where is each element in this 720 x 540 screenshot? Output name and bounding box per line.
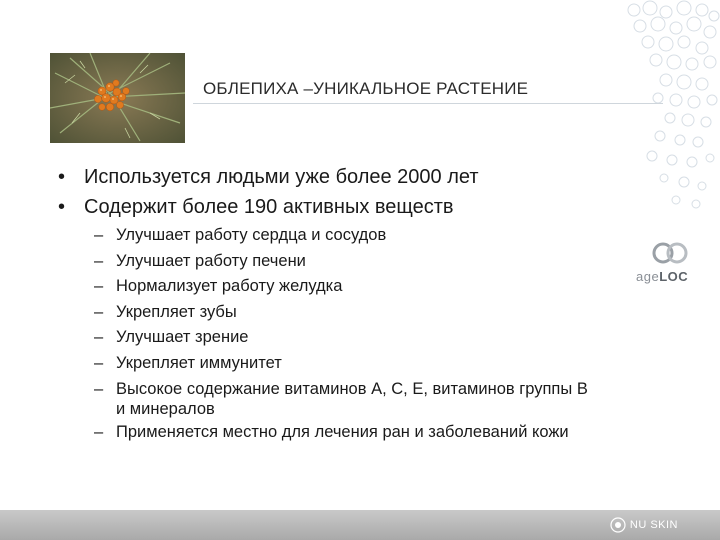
dash-mark: – bbox=[94, 353, 104, 372]
benefit-item bbox=[96, 351, 596, 377]
dash-mark: – bbox=[94, 302, 104, 321]
benefit-text: Улучшает работу сердца и сосудов bbox=[116, 226, 387, 244]
bullet-text: Содержит более 190 активных веществ bbox=[84, 196, 454, 218]
benefit-text: Улучшает работу печени bbox=[116, 251, 306, 270]
ageloc-prefix: age bbox=[636, 269, 660, 284]
benefit-text: Улучшает зрение bbox=[116, 328, 249, 346]
benefit-item bbox=[96, 223, 596, 249]
dash-mark: – bbox=[94, 277, 104, 295]
bullet-mark: • bbox=[58, 166, 66, 188]
footer-logo bbox=[610, 517, 678, 533]
benefit-list bbox=[96, 223, 596, 445]
dash-mark: – bbox=[94, 328, 104, 346]
decorative-bubbles bbox=[610, 0, 720, 220]
benefit-item bbox=[96, 325, 596, 351]
bullet-mark: • bbox=[58, 196, 66, 218]
sea-buckthorn-photo bbox=[50, 53, 185, 143]
title-divider bbox=[193, 103, 663, 104]
benefit-text: Нормализует работу желудка bbox=[116, 277, 343, 295]
benefit-text: Укрепляет зубы bbox=[116, 302, 237, 321]
bullet-item bbox=[56, 192, 616, 222]
dash-mark: – bbox=[94, 251, 104, 270]
benefit-item bbox=[96, 379, 596, 419]
footer-bar bbox=[0, 510, 720, 540]
dash-mark: – bbox=[94, 226, 104, 244]
bullet-item bbox=[56, 162, 616, 192]
ageloc-logo bbox=[636, 241, 708, 291]
benefit-item bbox=[96, 300, 596, 326]
footer-brand: NU SKIN bbox=[629, 519, 678, 531]
benefit-item bbox=[96, 274, 596, 300]
benefit-text: Применяется местно для лечения ран и заболеваний кожи bbox=[116, 423, 569, 441]
main-bullet-list bbox=[56, 162, 616, 222]
slide-title: ОБЛЕПИХА –УНИКАЛЬНОЕ РАСТЕНИЕ bbox=[203, 79, 529, 98]
benefit-item bbox=[96, 249, 596, 275]
bullet-text: Используется людьми уже более 2000 лет bbox=[84, 166, 479, 188]
dash-mark: – bbox=[94, 423, 104, 441]
benefit-text: Высокое содержание витаминов А, С, Е, витаминов группы В и минералов bbox=[116, 380, 588, 418]
ageloc-rings-icon bbox=[636, 241, 708, 267]
benefit-text: Укрепляет иммунитет bbox=[116, 353, 282, 372]
ageloc-suffix: LOC bbox=[659, 269, 689, 284]
dash-mark: – bbox=[94, 380, 104, 398]
ageloc-wordmark bbox=[636, 269, 688, 284]
nuskin-emblem-icon bbox=[610, 517, 626, 533]
benefit-item bbox=[96, 422, 596, 442]
